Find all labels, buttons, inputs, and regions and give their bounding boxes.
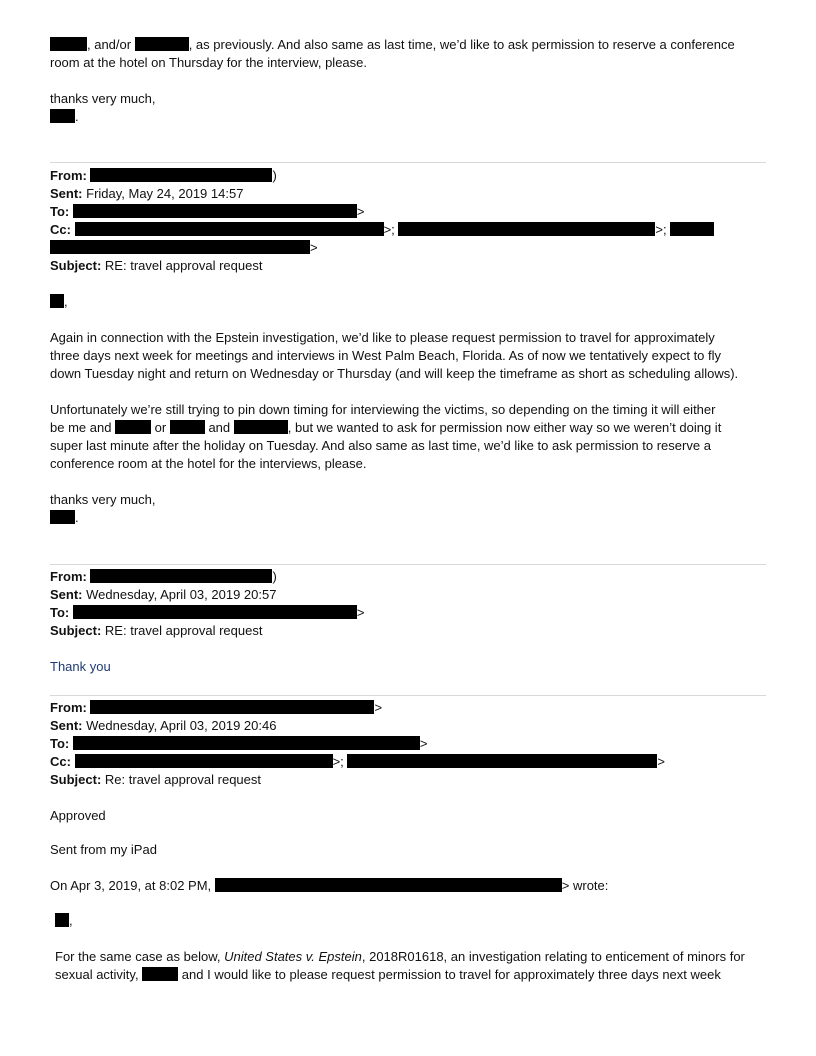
- text: ,: [64, 294, 68, 309]
- text: sexual activity,: [55, 967, 143, 982]
- redaction: [75, 754, 333, 768]
- redaction: [90, 700, 374, 714]
- redaction: [670, 222, 714, 236]
- redaction: [50, 294, 64, 308]
- text: > wrote:: [561, 878, 609, 893]
- label-subject: Subject:: [50, 258, 102, 273]
- text: >;: [332, 754, 344, 769]
- divider: [50, 695, 766, 696]
- email2-body: Thank you: [50, 659, 111, 674]
- redaction: [50, 240, 310, 254]
- case-name: United States v. Epstein: [224, 949, 362, 964]
- email2-from: [50, 568, 277, 586]
- label-sent: Sent:: [50, 186, 83, 201]
- email3-quote-header: [50, 877, 608, 895]
- email3-cc: [50, 753, 665, 771]
- text: , 2018R01618, an investigation relating to enticement of minors for: [361, 949, 745, 964]
- label-to: To:: [50, 204, 70, 219]
- text: >: [374, 700, 383, 715]
- text: >;: [655, 222, 667, 237]
- text: On Apr 3, 2019, at 8:02 PM,: [50, 878, 212, 893]
- redaction: [347, 754, 657, 768]
- text: >: [310, 240, 318, 255]
- sent-value: Friday, May 24, 2019 14:57: [86, 186, 244, 201]
- redaction: [75, 222, 384, 236]
- label-to: To:: [50, 605, 70, 620]
- email2-to: [50, 604, 364, 622]
- subject-value: Re: travel approval request: [104, 772, 262, 787]
- redaction: [215, 878, 562, 892]
- email3-approved: Approved: [50, 808, 106, 823]
- email1-p1-line2: three days next week for meetings and interviews in West Palm Beach, Florida. As of now we tentatively expect to fly: [50, 348, 722, 363]
- top-line-1: [50, 36, 735, 54]
- top-line-2: room at the hotel on Thursday for the interview, please.: [50, 55, 367, 70]
- text: >: [657, 754, 666, 769]
- email3-to: [50, 735, 427, 753]
- email1-sent: [50, 185, 243, 203]
- redaction: [142, 967, 178, 981]
- redaction: [398, 222, 655, 236]
- divider: [50, 564, 766, 565]
- redaction: [73, 204, 357, 218]
- label-from: From:: [50, 168, 87, 183]
- email1-cc-cont: [50, 239, 318, 257]
- text: and: [204, 420, 234, 435]
- redaction: [50, 37, 87, 51]
- email1-p1-line1: Again in connection with the Epstein investigation, we’d like to please request permission to travel for approximately: [50, 330, 715, 345]
- text: >;: [383, 222, 395, 237]
- label-from: From:: [50, 569, 87, 584]
- text: , but we wanted to ask for permission now either way so we weren’t doing it: [287, 420, 722, 435]
- text: >: [356, 204, 365, 219]
- redaction: [115, 420, 151, 434]
- sent-value: Wednesday, April 03, 2019 20:57: [86, 587, 277, 602]
- divider: [50, 162, 766, 163]
- text: For the same case as below,: [55, 949, 225, 964]
- label-sent: Sent:: [50, 587, 83, 602]
- text: ): [272, 168, 277, 183]
- email1-to: [50, 203, 364, 221]
- email1-p1-line3: down Tuesday night and return on Wednesday or Thursday (and will keep the timeframe as short as scheduling allows).: [50, 366, 739, 381]
- email1-p2-line1: Unfortunately we’re still trying to pin down timing for interviewing the victims, so depending on the timing it will either: [50, 402, 716, 417]
- email3-greeting: [55, 912, 73, 930]
- text: >: [419, 736, 428, 751]
- email2-subject: [50, 622, 262, 640]
- email3-sent-from-ipad: Sent from my iPad: [50, 842, 157, 857]
- email3-from: [50, 699, 382, 717]
- text: and I would like to please request permission to travel for approximately three days next week: [178, 967, 721, 982]
- redaction: [50, 510, 75, 524]
- email1-signature: [50, 509, 79, 527]
- label-subject: Subject:: [50, 623, 102, 638]
- redaction: [50, 109, 75, 123]
- label-sent: Sent:: [50, 718, 83, 733]
- email1-p2-line4: conference room at the hotel for the interviews, please.: [50, 456, 367, 471]
- email1-from: [50, 167, 277, 185]
- subject-value: RE: travel approval request: [104, 623, 263, 638]
- redaction: [234, 420, 288, 434]
- redaction: [55, 913, 69, 927]
- label-to: To:: [50, 736, 70, 751]
- redaction: [90, 168, 272, 182]
- text: .: [75, 510, 79, 525]
- text: ): [272, 569, 277, 584]
- top-signature: [50, 108, 79, 126]
- text: >: [356, 605, 365, 620]
- email3-sent: [50, 717, 276, 735]
- email3-p-line1: [55, 948, 745, 966]
- email1-subject: [50, 257, 262, 275]
- redaction: [135, 37, 189, 51]
- text: be me and: [50, 420, 116, 435]
- redaction: [73, 605, 357, 619]
- redaction: [73, 736, 420, 750]
- subject-value: RE: travel approval request: [104, 258, 263, 273]
- email1-cc: [50, 221, 714, 239]
- label-subject: Subject:: [50, 772, 102, 787]
- email1-p2-line3: super last minute after the holiday on Tuesday. And also same as last time, we’d like to ask permission to reserve a: [50, 438, 711, 453]
- text: , as previously. And also same as last time, we’d like to ask permission to reserve a conference: [188, 37, 735, 52]
- text: ,: [69, 913, 73, 928]
- label-cc: Cc:: [50, 222, 71, 237]
- text: or: [151, 420, 170, 435]
- email3-subject: [50, 771, 261, 789]
- redaction: [90, 569, 272, 583]
- sent-value: Wednesday, April 03, 2019 20:46: [86, 718, 277, 733]
- text: , and/or: [87, 37, 135, 52]
- email2-sent: [50, 586, 276, 604]
- label-from: From:: [50, 700, 87, 715]
- redaction: [170, 420, 205, 434]
- email1-p2-line2: [50, 419, 721, 437]
- email1-greeting: [50, 293, 68, 311]
- top-signoff: thanks very much,: [50, 91, 156, 106]
- label-cc: Cc:: [50, 754, 71, 769]
- text: .: [75, 109, 79, 124]
- email3-p-line2: [55, 966, 721, 984]
- email1-signoff: thanks very much,: [50, 492, 156, 507]
